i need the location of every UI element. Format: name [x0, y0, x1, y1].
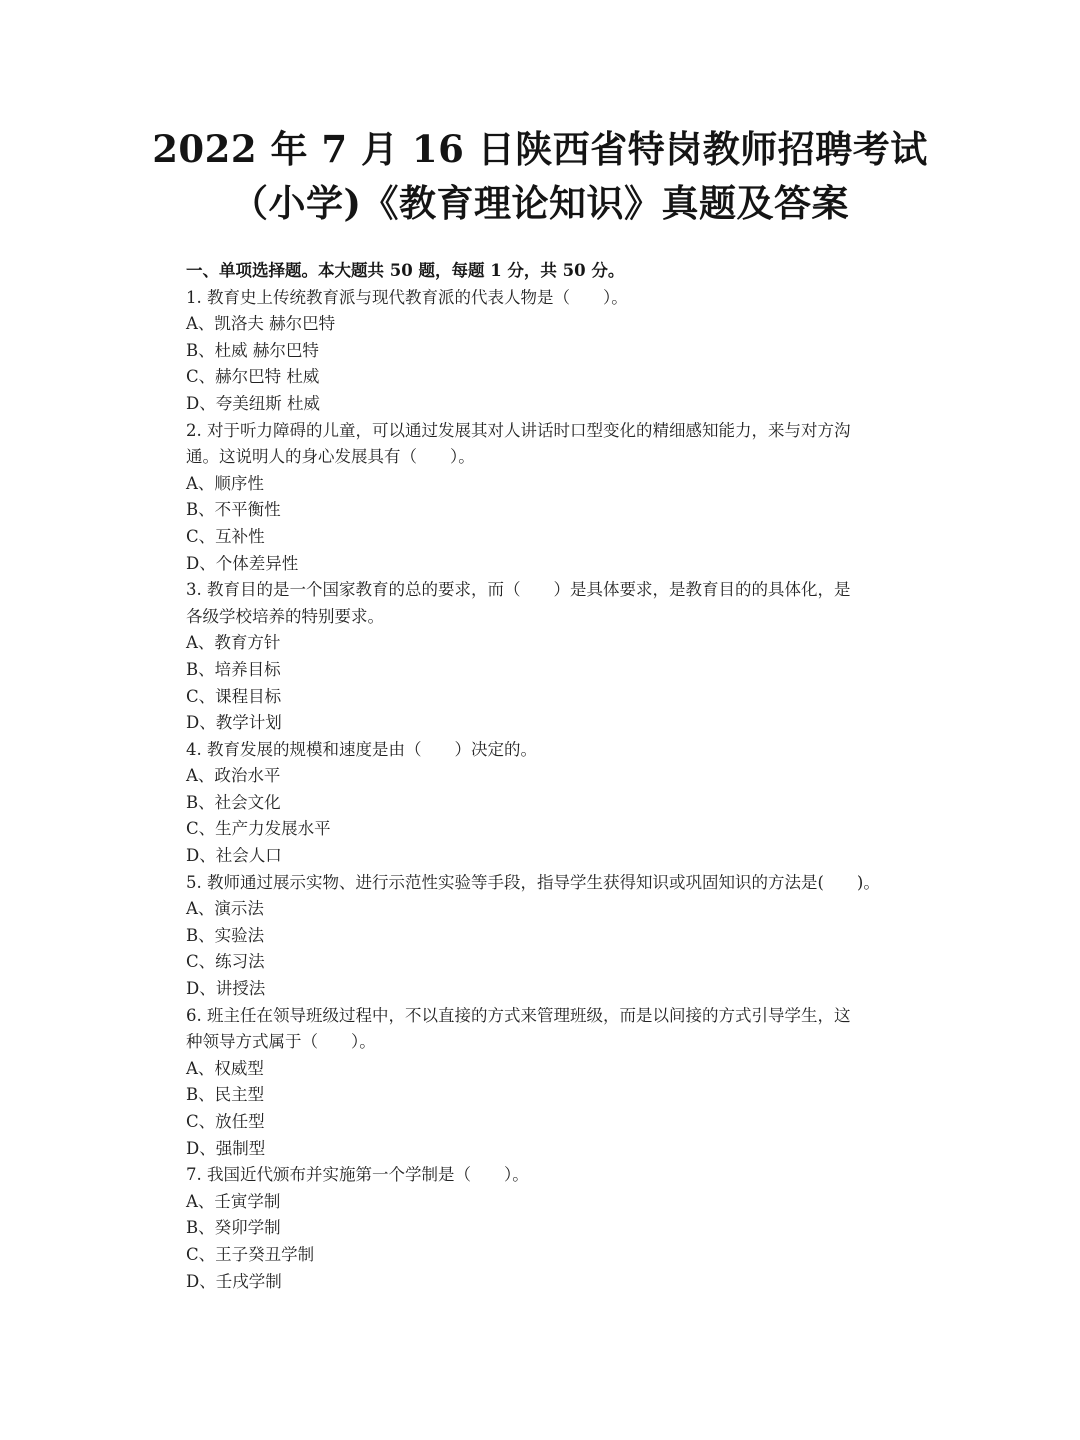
answer-option: A、壬寅学制: [186, 1191, 281, 1211]
answer-option: D、壬戌学制: [186, 1271, 282, 1291]
answer-option: A、凯洛夫 赫尔巴特: [186, 314, 336, 334]
title-line-1: 2022 年 7 月 16 日陕西省特岗教师招聘考试: [152, 127, 928, 171]
answer-option: B、民主型: [186, 1085, 265, 1105]
answer-option: C、课程目标: [186, 686, 282, 706]
answer-option: C、互补性: [186, 526, 265, 546]
document-title: [0, 122, 1080, 230]
question-text: 7. 我国近代颁布并实施第一个学制是（ ）。: [186, 1165, 529, 1185]
question-text: 通。这说明人的身心发展具有（ ）。: [186, 447, 475, 467]
answer-option: D、强制型: [186, 1138, 266, 1158]
question-lines: [186, 285, 906, 1296]
answer-option: B、杜威 赫尔巴特: [186, 340, 319, 360]
question-text: 1. 教育史上传统教育派与现代教育派的代表人物是（ ）。: [186, 287, 628, 307]
answer-option: A、教育方针: [186, 633, 281, 653]
answer-option: C、生产力发展水平: [186, 819, 331, 839]
question-list: [186, 258, 906, 1295]
answer-option: D、讲授法: [186, 979, 266, 999]
section-heading: 一、单项选择题。本大题共 50 题，每题 1 分，共 50 分。: [186, 261, 625, 280]
question-text: 3. 教育目的是一个国家教育的总的要求，而（ ）是具体要求，是教育目的的具体化，是: [186, 580, 851, 600]
answer-option: D、教学计划: [186, 713, 282, 733]
answer-option: B、实验法: [186, 925, 265, 945]
answer-option: B、社会文化: [186, 792, 281, 812]
question-text: 各级学校培养的特别要求。: [186, 606, 384, 626]
question-text: 2. 对于听力障碍的儿童，可以通过发展其对人讲话时口型变化的精细感知能力，来与对方沟: [186, 420, 851, 440]
answer-option: A、权威型: [186, 1058, 264, 1078]
question-text: 种领导方式属于（ ）。: [186, 1032, 376, 1052]
answer-option: C、练习法: [186, 952, 265, 972]
answer-option: A、演示法: [186, 899, 264, 919]
answer-option: D、个体差异性: [186, 553, 299, 573]
answer-option: C、放任型: [186, 1112, 265, 1131]
answer-option: A、顺序性: [186, 473, 264, 493]
title-line-2: （小学)《教育理论知识》真题及答案: [230, 181, 849, 225]
answer-option: A、政治水平: [186, 766, 281, 786]
answer-option: C、王子癸丑学制: [186, 1244, 315, 1264]
answer-option: D、社会人口: [186, 846, 282, 866]
question-text: 5. 教师通过展示实物、进行示范性实验等手段，指导学生获得知识或巩固知识的方法是( )。: [186, 872, 880, 892]
question-text: 4. 教育发展的规模和速度是由（ ）决定的。: [186, 739, 537, 759]
answer-option: B、培养目标: [186, 659, 281, 679]
question-text: 6. 班主任在领导班级过程中，不以直接的方式来管理班级，而是以间接的方式引导学生，这: [186, 1005, 851, 1025]
answer-option: D、夸美纽斯 杜威: [186, 393, 320, 413]
answer-option: B、癸卯学制: [186, 1218, 281, 1238]
answer-option: B、不平衡性: [186, 500, 281, 520]
answer-option: C、赫尔巴特 杜威: [186, 367, 320, 387]
